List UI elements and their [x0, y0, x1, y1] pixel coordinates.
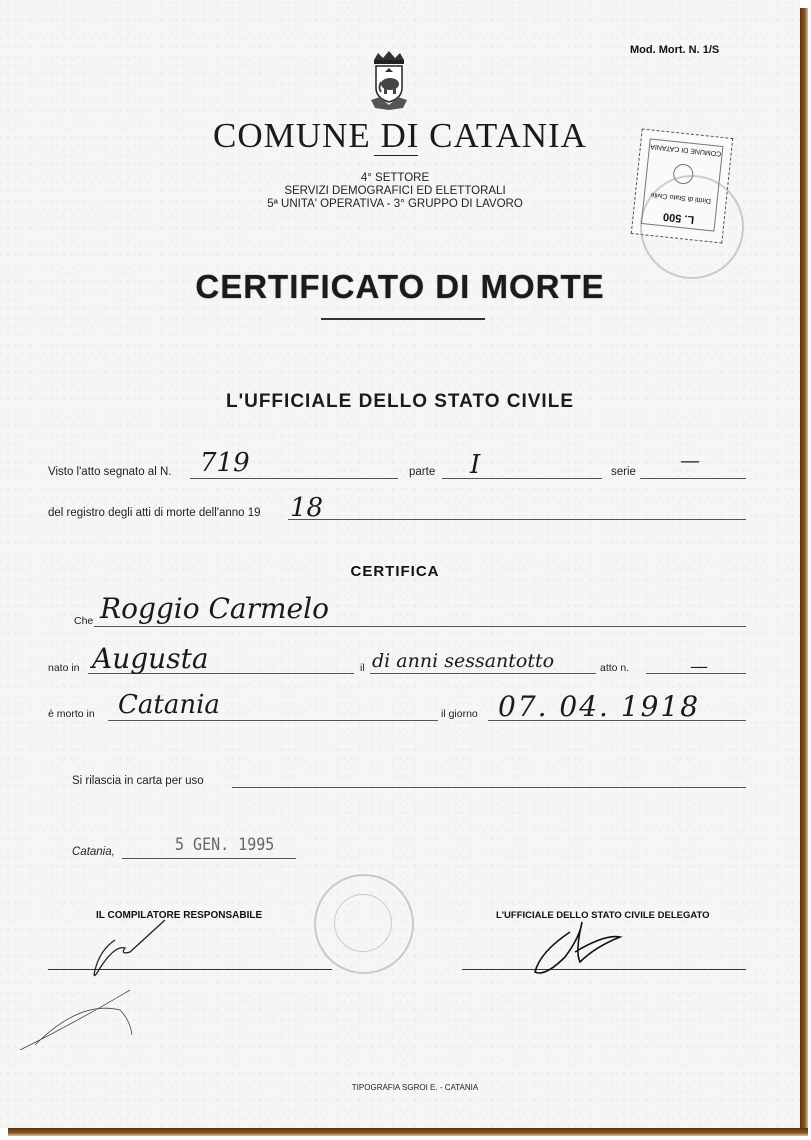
che-label: Che — [74, 615, 94, 627]
death-date-value: 07. 04. 1918 — [498, 690, 701, 723]
registro-line — [288, 519, 746, 520]
uso-label: Si rilascia in carta per uso — [72, 775, 204, 787]
department-line-3: 5ª UNITA' OPERATIVA - 3° GRUPPO DI LAVORO — [267, 198, 523, 210]
frame-edge-bottom — [8, 1128, 808, 1136]
parte-line — [442, 478, 602, 479]
printer-footer: TIPOGRAFIA SGROI E. - CATANIA — [351, 1083, 479, 1092]
uso-line — [232, 787, 746, 788]
serie-label: serie — [611, 466, 636, 478]
crest-icon — [368, 50, 410, 112]
nato-label: nato in — [48, 662, 80, 674]
compiler-signature-icon — [20, 910, 220, 1050]
deceased-name: Roggio Carmelo — [100, 592, 329, 625]
delegate-officer-label: L'UFFICIALE DELLO STATO CIVILE DELEGATO — [496, 910, 710, 921]
age-value: di anni sessantotto — [372, 650, 555, 672]
revenue-stamp-office: Diritti di Stato Civile — [650, 191, 712, 205]
form-code: Mod. Mort. N. 1/S — [630, 44, 720, 56]
atto-n-value: — — [690, 656, 708, 677]
anno-value: 18 — [290, 493, 324, 523]
registro-label: del registro degli atti di morte dell'anno 19 — [48, 507, 261, 519]
title-rule — [321, 318, 485, 320]
atto-label: Visto l'atto segnato al N. — [48, 466, 172, 478]
issue-date-stamp: 5 GEN. 1995 — [175, 833, 275, 855]
che-line — [94, 626, 746, 627]
serie-line — [640, 478, 746, 479]
department-line-2: SERVIZI DEMOGRAFICI ED ELETTORALI — [284, 185, 506, 197]
revenue-stamp-value: L. 500 — [662, 210, 695, 226]
heading-rule — [374, 155, 418, 156]
official-seal-inner — [334, 894, 392, 952]
compiler-label: IL COMPILATORE RESPONSABILE — [96, 910, 263, 921]
morto-line — [108, 720, 438, 721]
atto-line — [190, 478, 398, 479]
document-title: CERTIFICATO DI MORTE — [195, 268, 605, 305]
parte-label: parte — [409, 466, 436, 478]
birthplace-value: Augusta — [92, 642, 209, 675]
revenue-stamp-municipality: COMUNE DI CATANIA — [649, 142, 722, 157]
il-line — [370, 673, 596, 674]
frame-edge-right — [800, 8, 808, 1132]
giorno-label: il giorno — [441, 708, 478, 720]
issue-place-label: Catania, — [72, 846, 115, 858]
municipality-heading: COMUNE DI CATANIA — [213, 116, 587, 155]
atto-value: 719 — [200, 448, 250, 478]
atto-n-label: atto n. — [600, 662, 630, 674]
il-label: il — [360, 662, 365, 674]
morto-label: è morto in — [48, 708, 95, 720]
delegate-signature-icon — [520, 912, 640, 982]
issue-date-line — [122, 858, 296, 859]
certifica-heading: CERTIFICA — [350, 563, 440, 580]
deathplace-value: Catania — [118, 690, 220, 720]
official-seal-stamp-top — [640, 175, 744, 279]
parte-value: I — [470, 450, 481, 480]
issuer-heading: L'UFFICIALE DELLO STATO CIVILE — [225, 391, 574, 412]
department-line-1: 4° SETTORE — [360, 172, 430, 184]
serie-value: — — [680, 448, 700, 472]
